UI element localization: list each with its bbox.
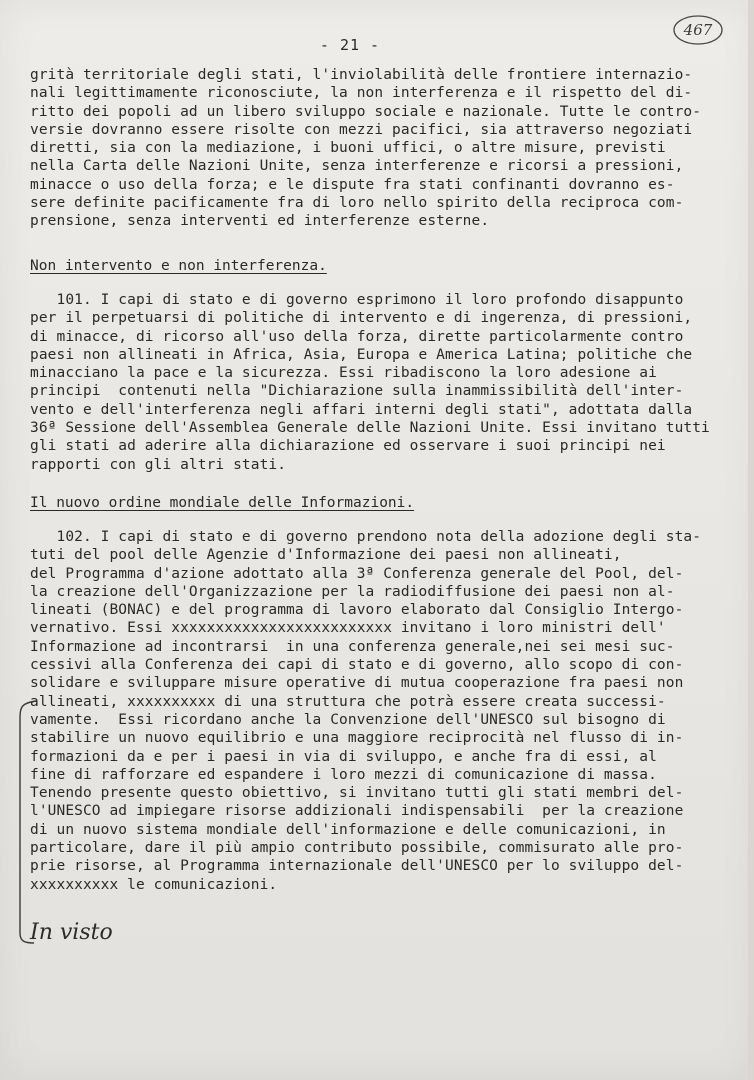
text-line: gli stati ad aderire alla dichiarazione ed osservare i suoi principi nei (30, 438, 666, 455)
text-line: vamente. Essi ricordano anche la Convenzione dell'UNESCO sul bisogno di (30, 711, 666, 728)
text-line: paesi non allineati in Africa, Asia, Europa e America Latina; politiche che (30, 346, 693, 363)
text-line: prensione, senza interventi ed interferenze esterne. (30, 213, 490, 230)
text-line: vernativo. Essi xxxxxxxxxxxxxxxxxxxxxxxxx invitano i loro ministri dell' (30, 620, 666, 637)
text-line: 36ª Sessione dell'Assemblea Generale delle Nazioni Unite. Essi invitano tutti (30, 420, 710, 437)
text-line: fine di rafforzare ed espandere i loro mezzi di comunicazione di massa. (30, 766, 657, 783)
text-line: vento e dell'interferenza negli affari interni degli stati", adottata dalla (30, 401, 693, 418)
text-line: 102. I capi di stato e di governo prendono nota della adozione degli sta- (30, 529, 702, 545)
text-line: Tenendo presente questo obiettivo, si invitano tutti gli stati membri del- (30, 785, 684, 802)
text-line: per il perpetuarsi di politiche di intervento e di ingerenza, di pressioni, (30, 310, 693, 327)
paragraph-102 (30, 528, 726, 894)
text-line: solidare e sviluppare misure operative di mutua cooperazione fra paesi non (30, 675, 684, 692)
text-line: cessivi alla Conferenza dei capi di stato e di governo, allo scopo di con- (30, 657, 684, 674)
text-line: versie dovranno essere risolte con mezzi pacifici, sia attraverso negoziati (30, 121, 693, 138)
text-line: di minacce, di ricorso all'uso della forza, dirette particolarmente contro (30, 328, 684, 345)
text-line: prie risorse, al Programma internazionale dell'UNESCO per lo sviluppo del- (30, 858, 684, 875)
handwritten-note: In visto (30, 920, 113, 945)
text-line: xxxxxxxxxx le comunicazioni. (30, 876, 278, 893)
text-line: Informazione ad incontrarsi in una conferenza generale,nei sei mesi suc- (30, 638, 675, 655)
text-line: allineati, xxxxxxxxxx di una struttura che potrà essere creata successi- (30, 693, 666, 710)
paragraph-101 (30, 291, 726, 474)
archive-number-stamp (672, 14, 724, 46)
text-line: la creazione dell'Organizzazione per la radiodiffusione dei paesi non al- (30, 583, 675, 600)
archive-number-text: 467 (683, 21, 713, 39)
text-line: stabilire un nuovo equilibrio e una maggiore reciprocità nel flusso di in- (30, 730, 684, 747)
text-line: di un nuovo sistema mondiale dell'informazione e delle comunicazioni, in (30, 821, 666, 838)
text-line: del Programma d'azione adottato alla 3ª Conferenza generale del Pool, del- (30, 565, 684, 582)
text-line: 101. I capi di stato e di governo esprimono il loro profondo disappunto (30, 292, 684, 308)
section-heading-non-intervento: Non intervento e non interferenza. (30, 258, 327, 274)
text-line: tuti del pool delle Agenzie d'Informazione dei paesi non allineati, (30, 547, 622, 564)
text-line: formazioni da e per i paesi in via di sviluppo, e anche fra di essi, al (30, 748, 657, 765)
text-line: minacce o uso della forza; e le dispute fra stati confinanti dovranno es- (30, 176, 675, 193)
text-line: l'UNESCO ad impiegare risorse addizionali indispensabili per la creazione (30, 803, 684, 820)
text-line: lineati (BONAC) e del programma di lavoro elaborato dal Consiglio Intergo- (30, 602, 684, 619)
text-line: rapporti con gli altri stati. (30, 456, 287, 473)
section-heading-informazioni: Il nuovo ordine mondiale delle Informazioni. (30, 495, 415, 511)
text-line: nali legittimamente riconosciute, la non interferenza e il rispetto del di- (30, 85, 693, 102)
text-line: principi contenuti nella "Dichiarazione sulla inammissibilità dell'inter- (30, 383, 684, 400)
text-line: particolare, dare il più ampio contributo possibile, commisurato alle pro- (30, 840, 684, 857)
text-line: sere definite pacificamente fra di loro nello spirito della reciproca com- (30, 195, 684, 212)
text-line: nella Carta delle Nazioni Unite, senza interferenze e ricorsi a pressioni, (30, 158, 684, 175)
page-edge (748, 0, 754, 1080)
text-line: minacciano la pace e la sicurezza. Essi ribadiscono la loro adesione ai (30, 365, 657, 382)
text-line: grità territoriale degli stati, l'inviolabilità delle frontiere internazio- (30, 67, 693, 83)
margin-bracket-mark (8, 697, 38, 947)
text-line: ritto dei popoli ad un libero sviluppo sociale e nazionale. Tutte le contro- (30, 103, 702, 120)
intro-paragraph (30, 66, 726, 231)
page-number: - 21 - (319, 36, 381, 54)
text-line: diretti, sia con la mediazione, i buoni uffici, o altre misure, previsti (30, 140, 666, 157)
